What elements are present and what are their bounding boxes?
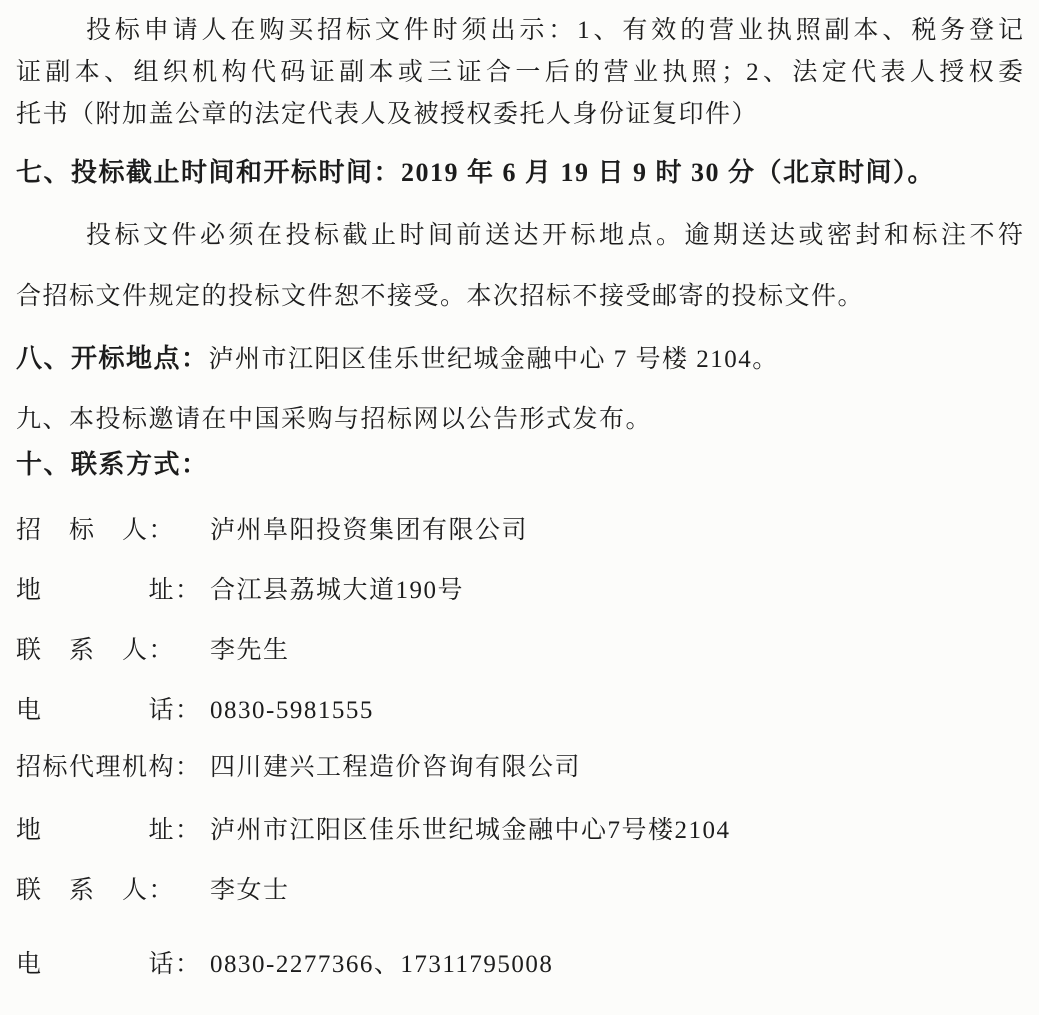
section9-text: 九、本投标邀请在中国采购与招标网以公告形式发布。 [16,406,653,433]
paragraph2-line1: 投标文件必须在投标截止时间前送达开标地点。逾期送达或密封和标注不符 [86,222,1023,249]
agency-contact-person-value: 李女士 [210,877,290,904]
paragraph1-line2: 证副本、组织机构代码证副本或三证合一后的营业执照；2、法定代表人授权委 [16,59,1023,86]
agency-address-value: 泸州市江阳区佳乐世纪城金融中心7号楼2104 [210,817,731,844]
tenderer-address-label: 地 址： [16,577,202,604]
tenderer-contact-person-label: 联 系 人： [16,637,176,664]
agency-name-row [16,752,1023,784]
paragraph1-line1: 投标申请人在购买招标文件时须出示：1、有效的营业执照副本、税务登记 [86,17,1023,44]
tenderer-phone-row [16,695,1023,727]
paragraph1-line3: 托书（附加盖公章的法定代表人及被授权委托人身份证复印件） [16,101,759,128]
section8-row [16,343,1023,376]
tenderer-name-row [16,515,1023,547]
agency-address-row [16,815,1023,847]
agency-name-value: 四川建兴工程造价咨询有限公司 [210,754,582,781]
agency-address-label: 地 址： [16,817,202,844]
tenderer-name-label: 招 标 人： [16,517,176,544]
tenderer-address-row [16,575,1023,607]
tenderer-address-value: 合江县荔城大道190号 [210,577,465,604]
agency-phone-value: 0830-2277366、17311795008 [210,951,554,978]
tenderer-contact-person-value: 李先生 [210,637,290,664]
paragraph2-line2: 合招标文件规定的投标文件恕不接受。本次招标不接受邮寄的投标文件。 [16,283,865,310]
agency-phone-row [16,949,1023,981]
agency-name-label: 招标代理机构： [16,754,202,781]
section10-heading: 十、联系方式： [16,450,209,479]
agency-contact-person-row [16,875,1023,907]
section8-value: 泸州市江阳区佳乐世纪城金融中心 7 号楼 2104。 [208,346,779,373]
agency-phone-label: 电 话： [16,951,202,978]
tenderer-contact-person-row [16,635,1023,667]
tenderer-phone-label: 电 话： [16,697,202,724]
agency-contact-person-label: 联 系 人： [16,877,176,904]
section8-heading: 八、开标地点： [16,344,209,373]
section7-heading: 七、投标截止时间和开标时间：2019 年 6 月 19 日 9 时 30 分（北京时间）。 [16,158,936,187]
tenderer-phone-value: 0830-5981555 [210,697,374,724]
tenderer-name-value: 泸州阜阳投资集团有限公司 [210,517,529,544]
